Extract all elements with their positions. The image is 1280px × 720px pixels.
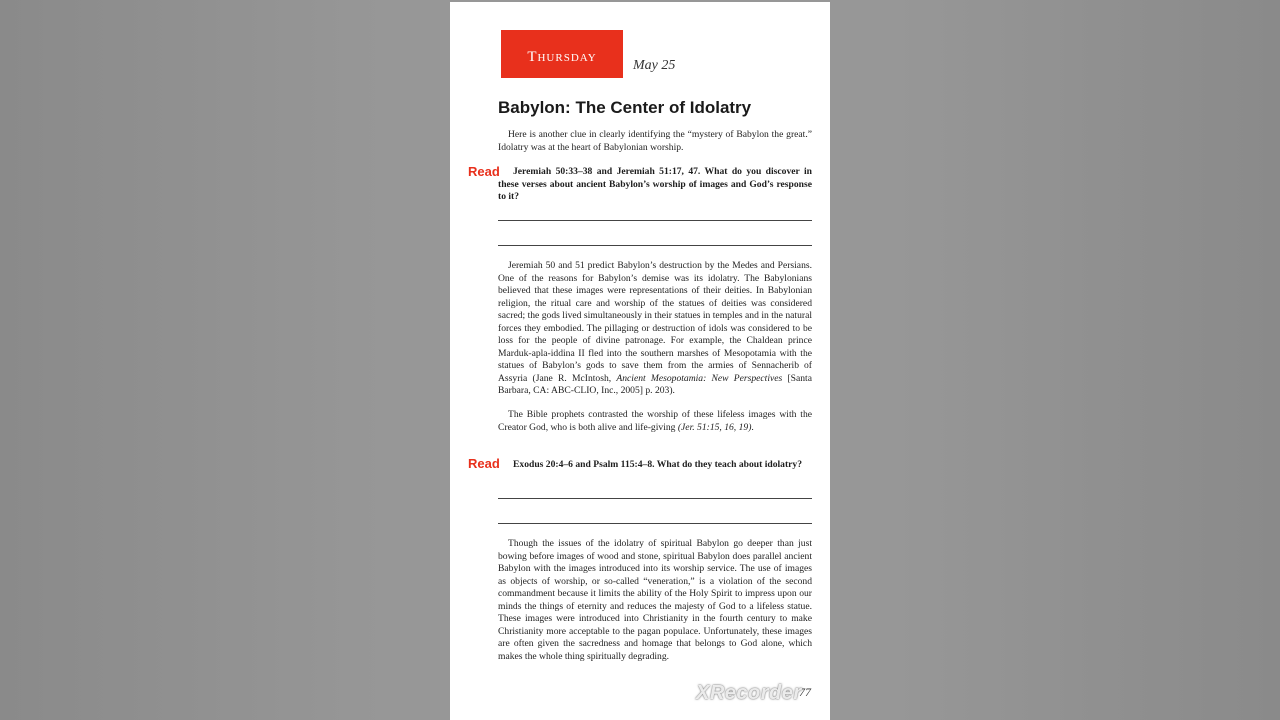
recorder-watermark: XRecorder [696, 682, 802, 704]
read-question-2: Exodus 20:4–6 and Psalm 115:4–8. What do they teach about idolatry? [513, 459, 802, 470]
book-title: Ancient Mesopotamia: New Perspectives [616, 372, 783, 384]
body-1-text-a: Jeremiah 50 and 51 predict Babylon’s destruction by the Medes and Persians. One of the reasons for Babylon’s demise was its idolatry. The Babylonians believed that these images were representations of their deities. In Babylonian religion, the ritual care and worship of the statues of deities was considered sacred; the gods lived simultaneously in their statues in temples and in the natural forces they embodied. The pillaging or destruction of idols was considered to be loss for the people of divine patronage. For example, the Chaldean prince Marduk-apla-iddina II fled into the southern marshes of Mesopotamia with the statues of Babylon’s gods to save them from the armies of Sennacherib of Assyria (Jane R. McIntosh, [498, 260, 812, 384]
answer-line-2a [498, 498, 812, 499]
answer-line-1a [498, 220, 812, 221]
day-banner [501, 30, 623, 78]
body-1-text-b: [Santa Barbara, CA: ABC-CLIO, Inc., 2005] p. 203). [498, 372, 812, 396]
answer-line-2b [498, 523, 812, 524]
page-number: 77 [799, 685, 811, 699]
body-paragraph-3: Though the issues of the idolatry of spiritual Babylon go deeper than just bowing before images of wood and stone, spiritual Babylon does parallel ancient Babylon with the images introduced into its worship service. The use of images as objects of worship, or so-called “veneration,” is a violation of the second commandment because it limits the ability of the Holy Spirit to impress upon our minds the things of eternity and reduces the majesty of God to a lifeless statue. These images were introduced into Christianity in the fourth century to make Christianity more acceptable to the pagan populace. Unfortunately, these images are often given the sacredness and homage that belongs to God alone, which makes the whole thing spiritually degrading. [498, 538, 812, 662]
body-2-end: . [751, 421, 754, 433]
day-label: Thursday [527, 48, 597, 65]
read-question-1: Jeremiah 50:33–38 and Jeremiah 51:17, 47. What do you discover in these verses about ancient Babylon’s worship of images and God’s response to it? [498, 166, 812, 202]
scripture-reference: (Jer. 51:15, 16, 19) [677, 421, 752, 433]
body-paragraph-1 [498, 260, 812, 398]
answer-line-1b [498, 245, 812, 246]
body-2-text: The Bible prophets contrasted the worship of these lifeless images with the Creator God, who is both alive and life-giving [498, 409, 812, 433]
date-label: May 25 [633, 58, 676, 73]
read-label-1: Read [468, 164, 500, 179]
body-paragraph-2 [498, 409, 812, 434]
read-label-2: Read [468, 456, 500, 471]
intro-paragraph: Here is another clue in clearly identifying the “mystery of Babylon the great.” Idolatry was at the heart of Babylonian worship. [498, 129, 812, 153]
document-page [450, 2, 830, 720]
lesson-title: Babylon: The Center of Idolatry [498, 98, 752, 117]
